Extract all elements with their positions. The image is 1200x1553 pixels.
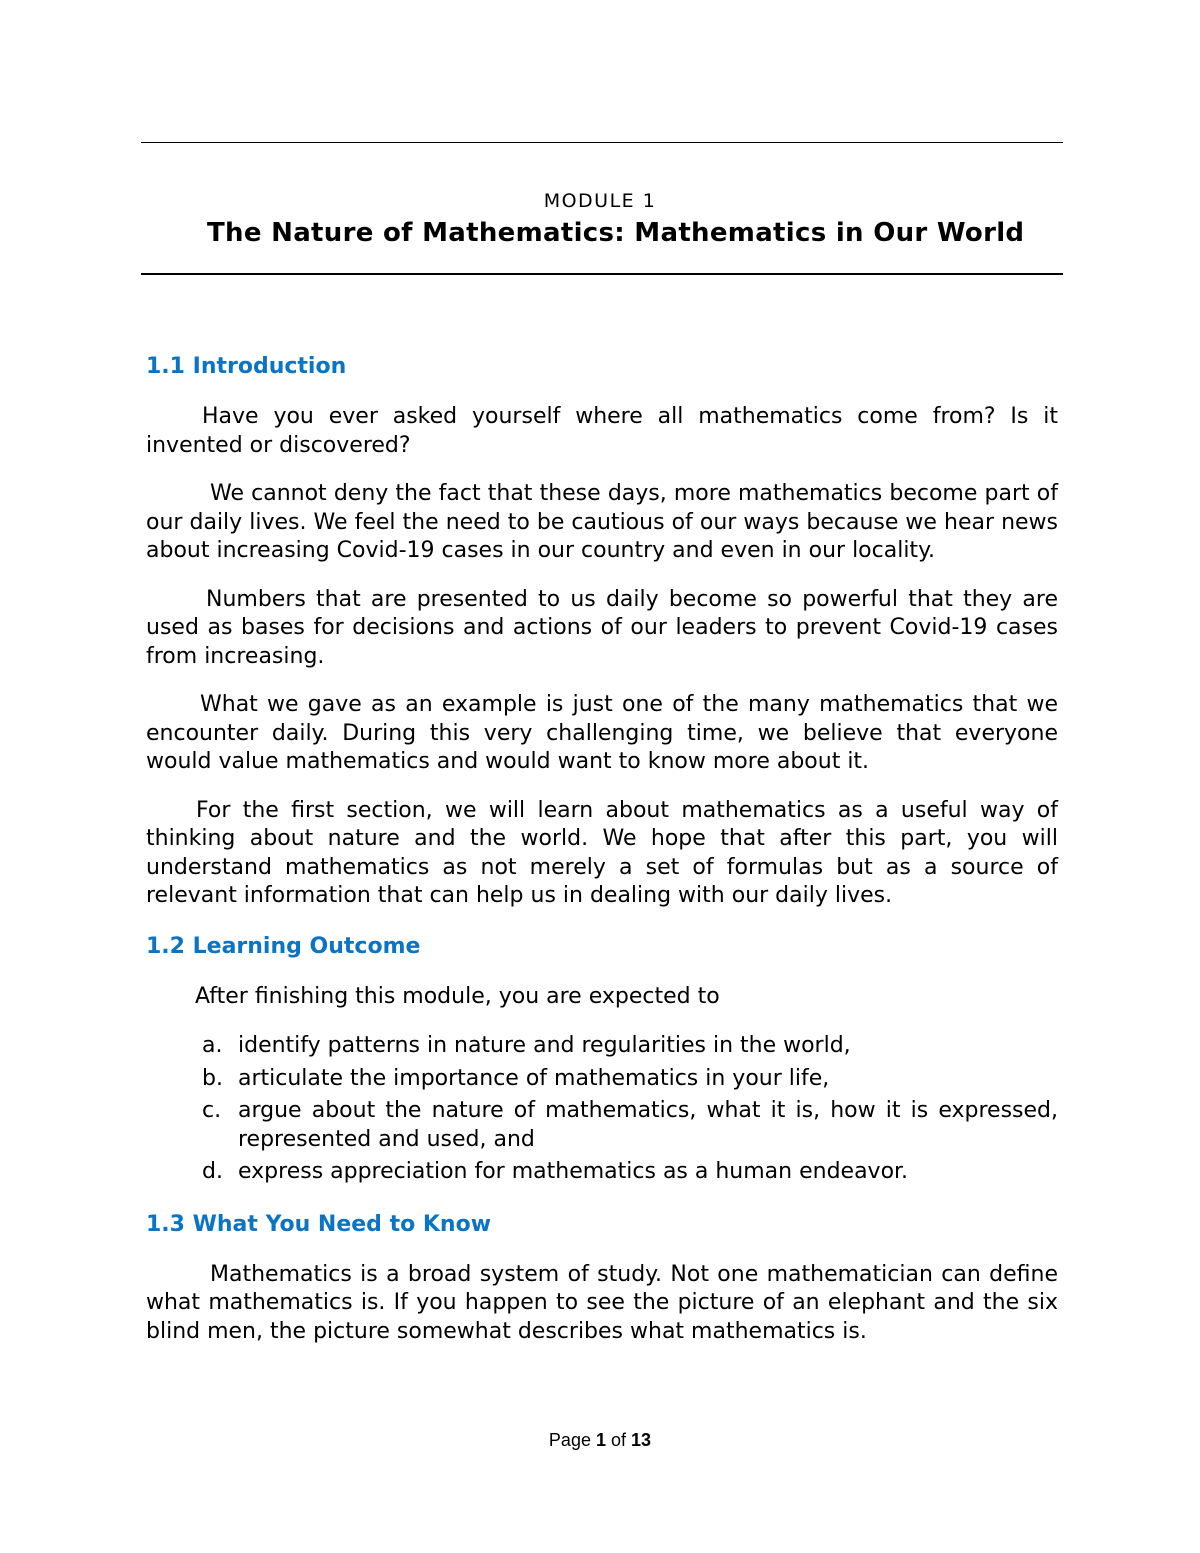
intro-paragraph-2: We cannot deny the fact that these days, more mathematics become part of our daily lives. We feel the need to be cautious of our ways because we hear news about increasing Covid-19 cases in our country and even in our locality.: [146, 481, 1058, 563]
list-item: b. articulate the importance of mathematics in your life,: [202, 1065, 830, 1091]
page-number: 1: [595, 1430, 606, 1450]
know-paragraph-1: Mathematics is a broad system of study. Not one mathematician can define what mathematics is. If you happen to see the picture of an elephant and the six blind men, the picture somewhat describes what mathematics is.: [146, 1261, 1058, 1344]
of-word: of: [611, 1430, 627, 1450]
intro-paragraph-1: Have you ever asked yourself where all mathematics come from? Is it invented or discovered?: [146, 404, 1058, 458]
learning-outcome-list: [146, 1032, 1058, 1187]
page-word: Page: [548, 1430, 591, 1450]
list-item: d. express appreciation for mathematics as a human endeavor.: [202, 1159, 909, 1184]
document-body: [146, 351, 1058, 1366]
module-title: The Nature of Mathematics: Mathematics in Our World: [207, 218, 1025, 248]
intro-paragraph-3: Numbers that are presented to us daily become so powerful that they are used as bases for decisions and actions of our leaders to prevent Covid-19 cases from increasing.: [146, 586, 1058, 669]
total-pages: 13: [631, 1430, 652, 1450]
section-heading-what-you-need-to-know: 1.3 What You Need to Know: [146, 1211, 492, 1237]
header-top-rule: [141, 142, 1063, 143]
learning-outcome-intro: After finishing this module, you are expected to: [195, 983, 720, 1009]
list-item: a. identify patterns in nature and regularities in the world,: [202, 1033, 851, 1058]
intro-paragraph-4: What we gave as an example is just one of the many mathematics that we encounter daily. During this very challenging time, we believe that everyone would value mathematics and would want to know more about it.: [146, 692, 1058, 774]
intro-paragraph-5: For the first section, we will learn about mathematics as a useful way of thinking about nature and the world. We hope that after this part, you will understand mathematics as not merely a set of formulas but as a source of relevant information that can help us in dealing with our daily lives.: [146, 797, 1058, 908]
list-item: c. argue about the nature of mathematics, what it is, how it is expressed, represented and used, and: [202, 1098, 1058, 1152]
module-label: MODULE 1: [543, 190, 657, 212]
page-footer: [0, 1430, 1200, 1451]
section-heading-learning-outcome: 1.2 Learning Outcome: [146, 933, 421, 959]
section-heading-introduction: 1.1 Introduction: [146, 354, 347, 379]
header-bottom-rule: [141, 273, 1063, 275]
